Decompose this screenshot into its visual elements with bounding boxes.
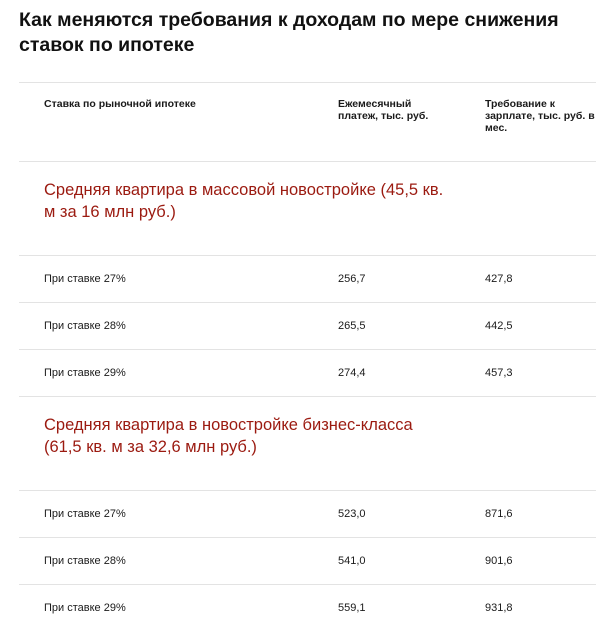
rate-cell: При ставке 29%: [44, 367, 126, 379]
table-row: [19, 302, 596, 349]
table-row: [19, 349, 596, 396]
section-heading-row: [19, 396, 596, 490]
salary-cell: 931,8: [485, 602, 513, 614]
mortgage-income-table: [19, 82, 596, 631]
header-salary: Требование к зарплате, тыс. руб. в мес.: [485, 98, 595, 134]
page-title: Как меняются требования к доходам по мере снижения ставок по ипотеке: [19, 9, 559, 56]
rate-cell: При ставке 27%: [44, 273, 126, 285]
payment-cell: 256,7: [338, 273, 366, 285]
section-heading-row: [19, 161, 596, 255]
salary-cell: 442,5: [485, 320, 513, 332]
header-payment: Ежемесячный платеж, тыс. руб.: [338, 98, 429, 122]
salary-cell: 871,6: [485, 508, 513, 520]
salary-cell: 901,6: [485, 555, 513, 567]
section-title-mass-market: Средняя квартира в массовой новостройке (45,5 кв. м за 16 млн руб.): [44, 181, 444, 221]
table-row: [19, 490, 596, 537]
table-row: [19, 584, 596, 631]
rate-cell: При ставке 28%: [44, 555, 126, 567]
section-title-business-class: Средняя квартира в новостройке бизнес-класса (61,5 кв. м за 32,6 млн руб.): [44, 416, 413, 456]
rate-cell: При ставке 28%: [44, 320, 126, 332]
payment-cell: 274,4: [338, 367, 366, 379]
table-header-row: [19, 82, 596, 161]
payment-cell: 559,1: [338, 602, 366, 614]
table-row: [19, 255, 596, 302]
rate-cell: При ставке 29%: [44, 602, 126, 614]
payment-cell: 541,0: [338, 555, 366, 567]
table-row: [19, 537, 596, 584]
payment-cell: 523,0: [338, 508, 366, 520]
payment-cell: 265,5: [338, 320, 366, 332]
salary-cell: 457,3: [485, 367, 513, 379]
header-rate: Ставка по рыночной ипотеке: [44, 98, 196, 110]
rate-cell: При ставке 27%: [44, 508, 126, 520]
salary-cell: 427,8: [485, 273, 513, 285]
